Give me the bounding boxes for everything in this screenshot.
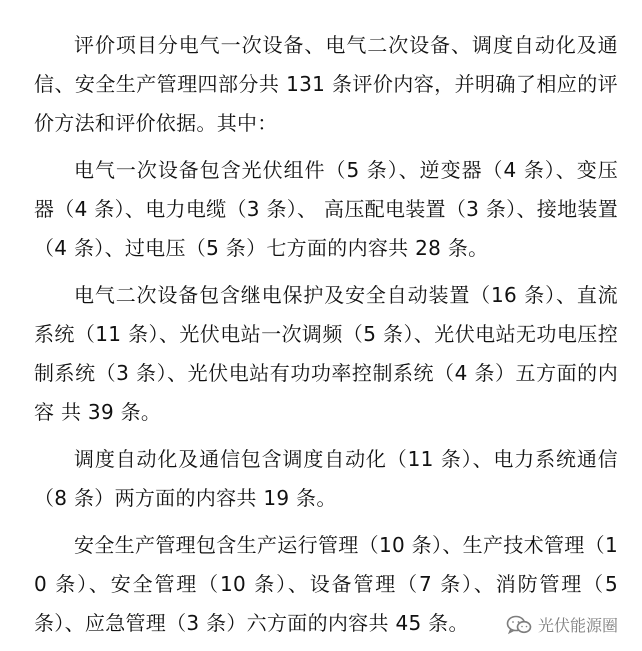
wechat-icon <box>506 615 532 635</box>
watermark-text: 光伏能源圈 <box>537 616 618 635</box>
paragraph-secondary-equipment: 电气二次设备包含继电保护及安全自动装置（16 条）、直流系统（11 条）、光伏电站一次调频（5 条）、光伏电站无功电压控制系统（3 条）、光伏电站有功功率控制系统（4 条）五方面的内容 共 39 条。 <box>34 283 618 424</box>
paragraph-dispatch-automation: 调度自动化及通信包含调度自动化（11 条）、电力系统通信（8 条）两方面的内容共 19 条。 <box>34 447 618 510</box>
document-body <box>34 26 618 651</box>
watermark <box>506 613 618 636</box>
paragraph-primary-equipment: 电气一次设备包含光伏组件（5 条）、逆变器（4 条）、变压器（4 条）、电力电缆（3 条）、 高压配电装置（3 条）、接地装置（4 条）、过电压（5 条）七方面的内容共 28 条。 <box>34 158 618 260</box>
paragraph-safety-management: 安全生产管理包含生产运行管理（10 条）、生产技术管理（10 条）、安全管理（10 条）、设备管理（7 条）、消防管理（5 条）、应急管理（3 条）六方面的内容共 45 条。 <box>34 533 618 635</box>
paragraph-intro: 评价项目分电气一次设备、电气二次设备、调度自动化及通信、安全生产管理四部分共 131 条评价内容，并明确了相应的评价方法和评价依据。其中： <box>34 33 618 135</box>
